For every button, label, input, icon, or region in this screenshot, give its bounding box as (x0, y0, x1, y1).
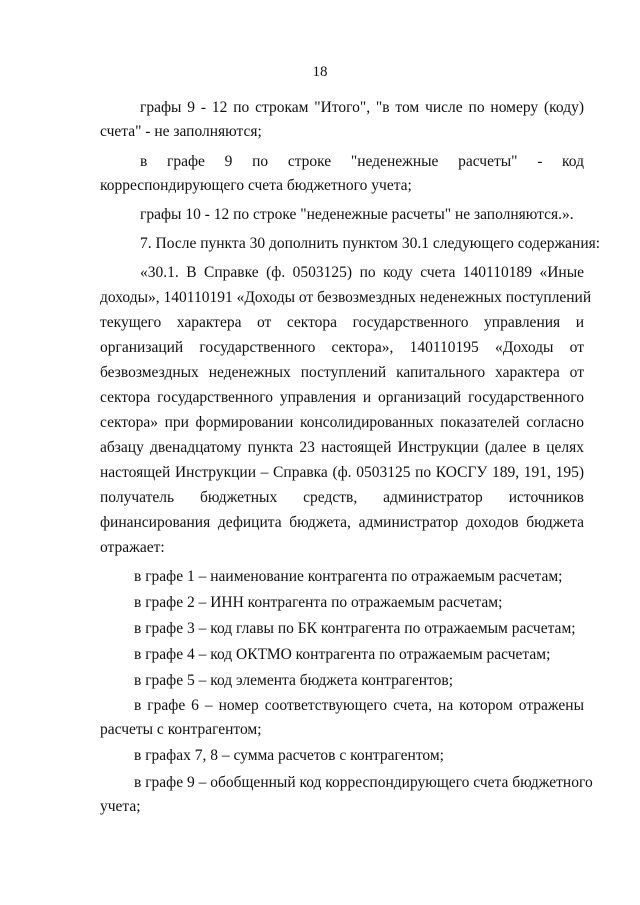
text-line: организаций государственного сектора», 140110195 «Доходы от (100, 339, 584, 356)
list-item: в графе 9 – обобщенный код корреспондирующего счета бюджетного (134, 774, 593, 791)
text-line: финансирования дефицита бюджета, администратор доходов бюджета (100, 514, 584, 531)
text-line: настоящей Инструкции – Справка (ф. 0503125 по КОСГУ 189, 191, 195) (100, 464, 584, 481)
text-line: графы 10 - 12 по строке "неденежные расчеты" не заполняются.». (140, 206, 574, 223)
list-item: в графах 7, 8 – сумма расчетов с контрагентом; (134, 747, 444, 764)
text-line: абзацу двенадцатому пункта 23 настоящей Инструкции (далее в целях (100, 439, 584, 456)
text-line: «30.1. В Справке (ф. 0503125) по коду счета 140110189 «Иные (140, 264, 584, 281)
text-line: сектора» при формировании консолидированных показателей согласно (100, 414, 584, 431)
list-item: в графе 1 – наименование контрагента по отражаемым расчетам; (134, 568, 563, 585)
page-number: 18 (312, 64, 328, 80)
list-item: в графе 5 – код элемента бюджета контрагентов; (134, 672, 454, 689)
list-item: в графе 4 – код ОКТМО контрагента по отражаемым расчетам; (134, 646, 551, 663)
text-line: доходы», 140110191 «Доходы от безвозмездных неденежных поступлений (100, 289, 592, 306)
text-line: в графе 9 по строке "неденежные расчеты" - код (140, 153, 584, 170)
text-line: отражает: (100, 539, 165, 556)
list-item-continuation: учета; (100, 798, 141, 815)
text-line: сектора государственного управления и организаций государственного (100, 389, 584, 406)
list-item: в графе 6 – номер соответствующего счета, на котором отражены (134, 697, 584, 714)
text-line: счета" - не заполняются; (100, 123, 262, 140)
list-item: в графе 3 – код главы по БК контрагента по отражаемым расчетам; (134, 620, 576, 637)
text-line: корреспондирующего счета бюджетного учета; (100, 177, 412, 194)
text-line: безвозмездных неденежных поступлений капитального характера от (100, 364, 584, 381)
text-line: графы 9 - 12 по строкам "Итого", "в том числе по номеру (коду) (140, 99, 584, 116)
list-item-continuation: расчеты с контрагентом; (100, 721, 262, 738)
list-item: в графе 2 – ИНН контрагента по отражаемым расчетам; (134, 594, 503, 611)
text-line: 7. После пункта 30 дополнить пунктом 30.1 следующего содержания: (140, 235, 601, 252)
text-line: текущего характера от сектора государственного управления и (100, 314, 584, 331)
text-line: получатель бюджетных средств, администратор источников (100, 489, 584, 506)
